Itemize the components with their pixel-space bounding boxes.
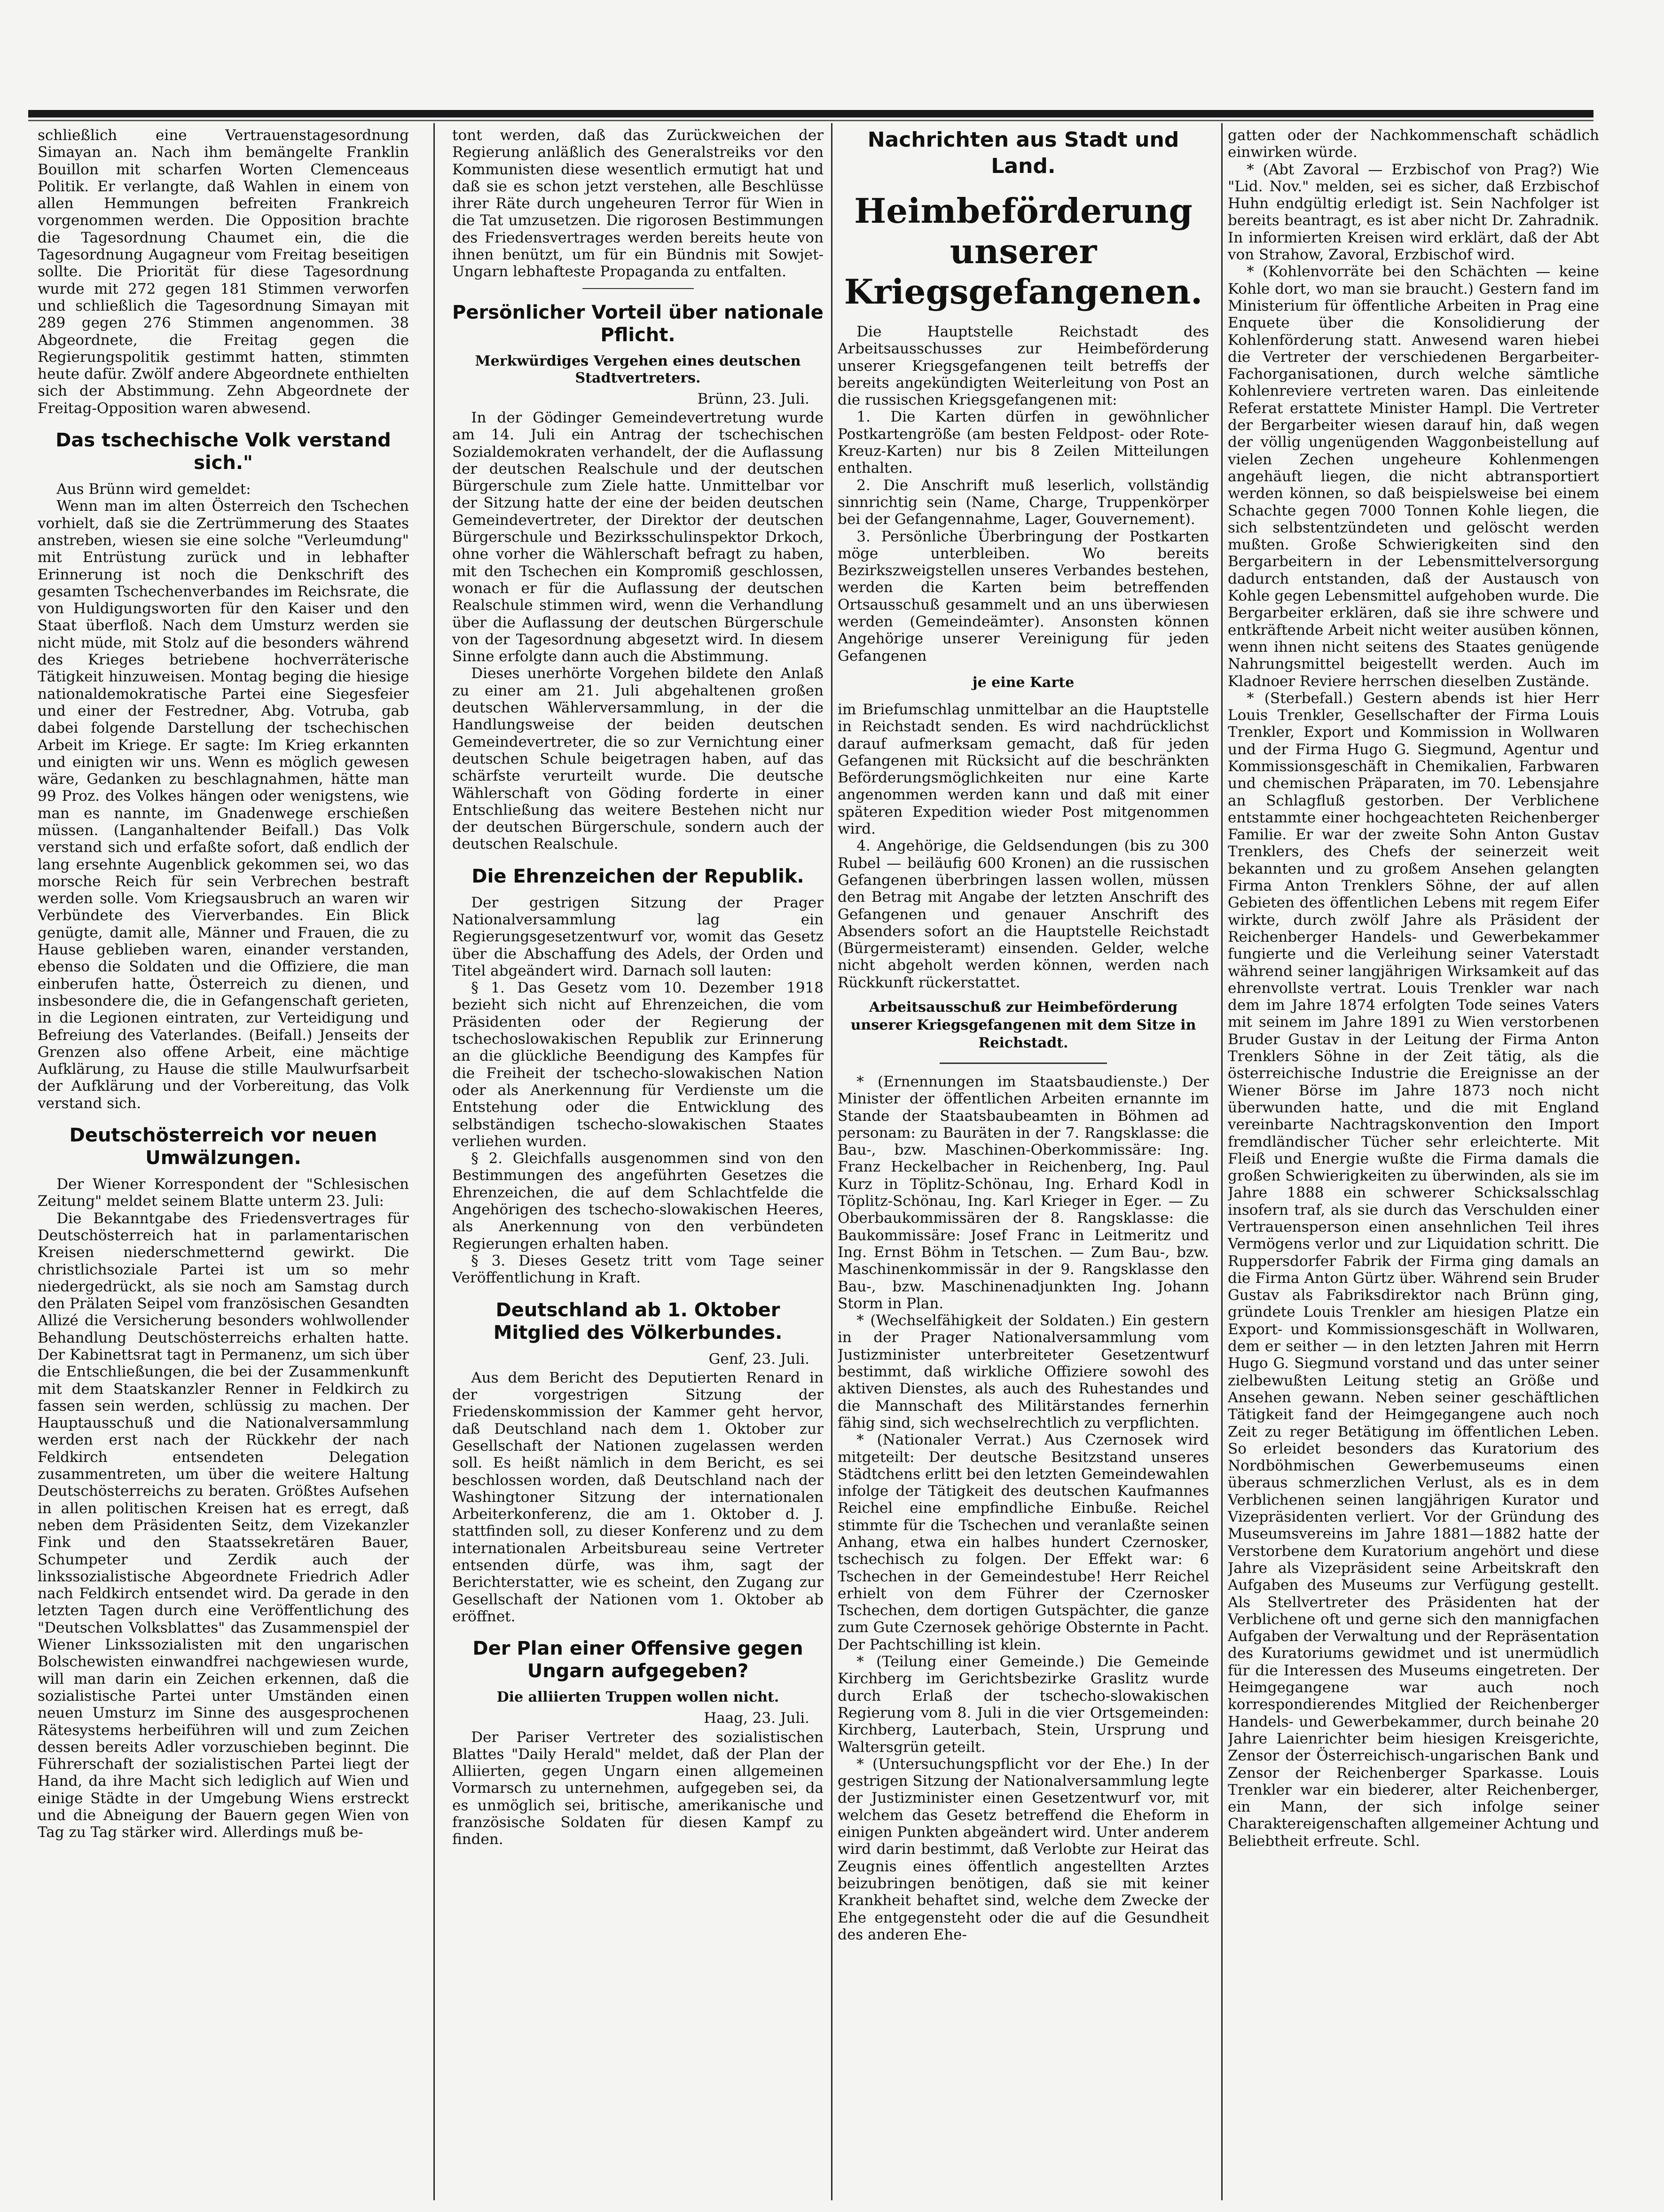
section-heading: Nachrichten aus Stadt und Land. [867,128,1179,178]
column-divider [433,123,435,2200]
paragraph: schließlich eine Vertrauenstagesordnung Simayan an. Nach ihm bemängelte Franklin Bouillon mit scharfen Worten Clemenceaus Politik. Er verlangte, daß Wahlen in einem von allen Hemmungen befreiten Frankreich vorgenommen werden. Die Opposition brachte die Tagesordnung Chaumet ein, die die Tagesordnung Augagneur vom Freitag beseitigen sollte. Die Priorität für diese Tagesordnung wurde mit 272 gegen 181 Stimmen verworfen und schließlich die Tagesordnung Simayan mit 289 gegen 276 Stimmen angenommen. 38 Abgeordnete, die Freitag gegen die Regierungspolitik gestimmt hatten, stimmten heute dafür. Zwölf andere Abgeordnete enthielten sich der Abstimmung. Zehn Abgeordnete der Freitag-Opposition waren abwesend. [38,127,409,417]
paragraph: Der Wiener Korrespondent der "Schlesischen Zeitung" meldet seinem Blatte unterm 23. Juli: [38,1176,409,1210]
column-4 [1228,127,1599,2185]
paragraph: § 1. Das Gesetz vom 10. Dezember 1918 bezieht sich nicht auf Ehrenzeichen, die vom Präsidenten oder der Regierung der tschechoslowakischen Republik zur Erinnerung an die glückliche Beendigung des Kampfes für die Freiheit der tschecho-slowakischen Nation oder als Anerkennung für Verdienste um die Entstehung oder die Entwicklung des selbständigen tschecho-slowakischen Staates verliehen wurden. [452,979,824,1150]
dateline: Brünn, 23. Juli. [697,390,809,407]
headline-heimbefoerderung: Heimbeförderung unserer Kriegsgefangenen. [844,191,1203,312]
top-rule [28,110,1593,117]
news-item: * (Untersuchungspflicht vor der Ehe.) In der gestrigen Sitzung der Nationalversammlung legte der Justizminister einen Gesetzentwurf vor, mit welchem das Gesetz betreffend die Eheform in einigen Punkten abgeändert wird. Unter anderem wird darin bestimmt, daß Verlobte zur Heirat das Zeugnis eines öffentlich angestellten Arztes beizubringen benötigen, daß sie mit keiner Krankheit behaftet sind, welche dem Zwecke der Ehe entgegensteht oder die auf die Gesundheit des anderen Ehe- [838,1755,1209,1943]
paragraph: Die Bekanntgabe des Friedensvertrages für Deutschösterreich hat in parlamentarischen Kreisen niederschmetternd gewirkt. Die christlichsoziale Partei ist um so mehr niedergedrückt, als sie noch am Samstag durch den Prälaten Seipel vom französischen Gesandten Allizé die Versicherung besonders wohlwollender Behandlung Deutschösterreichs erhalten hatte. Der Kabinettsrat tagt in Permanenz, um sich über die Entschließungen, die bei der Zusammenkunft mit dem Staatskanzler Renner in Feldkirch zu fassen sein werden, schlüssig zu machen. Der Hauptausschuß und die Nationalversammlung werden erst nach der Rückkehr der nach Feldkirch entsendeten Delegation zusammentreten, um über die weitere Haltung Deutschösterreichs zu beraten. Größtes Aufsehen in allen politischen Kreisen hat es erregt, daß neben dem Präsidenten Seitz, dem Vizekanzler Fink und den Staatssekretären Bauer, Schumpeter und Zerdik auch der linkssozialistische Abgeordnete Friedrich Adler nach Feldkirch entsendet wird. Da gerade in den letzten Tagen durch eine Veröffentlichung des "Deutschen Volksblattes" das Zusammenspiel der Wiener Linkssozialisten mit den ungarischen Bolschewisten einwandfrei nachgewiesen wurde, will man darin ein Zeichen erkennen, daß die sozialistische Partei unter Umständen einen neuen Umsturz im Sinne des ausgesprochenen Rätesystems herbeiführen will und zum Zeichen dessen bereits Adler vorzuschieben beginnt. Die Führerschaft der sozialistischen Partei liegt der Hand, da ihre Macht sich lediglich auf Wien und einige Städte in der Umgebung Wiens erstreckt und die Abneigung der Bauern gegen Wien von Tag zu Tag stärker wird. Allerdings muß be- [38,1210,409,1841]
news-item: * (Sterbefall.) Gestern abends ist hier Herr Louis Trenkler, Gesellschafter der Firma Louis Trenkler, Export und Kommission in Wollwaren und der Firma Hugo G. Siegmund, Agentur und Kommissionsgeschäft in Chemikalien, Farbwaren und chemischen Präparaten, im 70. Lebensjahre an Schlagfluß gestorben. Der Verblichene entstammte einer hochgeachteten Reichenberger Familie. Er war der zweite Sohn Anton Gustav Trenklers, des Chefs der seinerzeit weit bekannten und zu großem Ansehen gelangten Firma Anton Trenklers Söhne, der auf allen Gebieten des öffentlichen Lebens mit regem Eifer wirkte, durch zwölf Jahre als Präsident der Reichenberger Handels- und Gewerbekammer fungierte und die Verleihung seiner Vaterstadt während seiner langjährigen Wirksamkeit auf das ehrenvollste vertrat. Louis Trenkler war nach dem im Jahre 1874 erfolgten Tode seines Vaters mit seinem im Jahre 1891 zu Wien verstorbenen Bruder Gustav in der Leitung der Firma Anton Trenklers Söhne in der Zeit tätig, als die österreichische Industrie die Ereignisse an der Wiener Börse im Jahre 1873 noch nicht überwunden hatte, und die mit England vereinbarte Nachtragskonvention den Import fremdländischer Tücher sehr erleichterte. Mit Fleiß und Energie wußte die Firma damals die großen Schwierigkeiten zu überwinden, als sie im Jahre 1888 ein schwerer Schicksalsschlag insofern traf, als sie durch das Verschulden einer Vertrauensperson einen ansehnlichen Teil ihres Vermögens verlor und zur Liquidation schritt. Die Ruppersdorfer Fabrik der Firma ging damals an die Firma Anton Gürtz über. Während sein Bruder Gustav als Fabriksdirektor nach Brünn ging, gründete Louis Trenkler am hiesigen Platze ein Export- und Kommissionsgeschäft in Wollwaren, dem er seither — in den letzten Jahren mit Herrn Hugo G. Siegmund vorstand und das unter seiner zielbewußten Leitung stetig an Größe und Ansehen gewann. Neben seiner geschäftlichen Tätigkeit fand der Heimgegangene auch noch Zeit zu reger Betätigung im öffentlichen Leben. So erleidet besonders das Kuratorium des Nordböhmischen Gewerbemuseums einen überaus schmerzlichen Verlust, als es in dem Verblichenen seinen langjährigen Kurator und Vizepräsidenten verliert. Vor der Gründung des Museumsvereins im Jahre 1881—1882 hatte der Verstorbene dem Kuratorium angehört und diese Jahre als Vizepräsident seine Arbeitskraft den Aufgaben des Museums zur Verfügung gestellt. Als Stellvertreter des Präsidenten hat der Verblichene oft und gerne sich den mannigfachen Aufgaben der Verwaltung und der Repräsentation des Kuratoriums gewidmet und ist unermüdlich für die Interessen des Museums eingetreten. Der Heimgegangene war auch noch korrespondierendes Mitglied der Reichenberger Handels- und Gewerbekammer, durch beinahe 20 Jahre Laienrichter beim hiesigen Kreisgerichte, Zensor der Österreichisch-ungarischen Bank und Zensor der Reichenberger Sparkasse. Louis Trenkler war ein biederer, alter Reichenberger, ein Mann, der sich infolge seiner Charaktereigenschaften allgemeiner Achtung und Beliebtheit erfreute. Schl. [1228,689,1599,1850]
paragraph: § 2. Gleichfalls ausgenommen sind von den Bestimmungen des angeführten Gesetzes die Ehrenzeichen, die auf dem Schlachtfelde die Angehörigen des tschecho-slowakischen Heeres, als Anerkennung von den verbündeten Regierungen erhalten haben. [452,1150,824,1252]
column-divider [831,123,832,2200]
paragraph: tont werden, daß das Zurückweichen der Regierung anläßlich des Generalstreiks vor den Kommunisten diese wesentlich ermutigt hat und daß sie es schon jetzt verstehen, alle Beschlüsse ihrer Räte durch ungeheuren Terror für Wien in die Tat umzusetzen. Die rigorosen Bestimmungen des Friedensvertrages werden bereits heute von ihnen benützt, um für ein Bündnis mit Sowjet-Ungarn lebhafteste Propaganda zu entfalten. [452,127,824,281]
paragraph: Dieses unerhörte Vorgehen bildete den Anlaß zu einer am 21. Juli abgehaltenen großen deutschen Wählerversammlung, in der die Handlungsweise der beiden deutschen Gemeindevertreter, die so zur Vernichtung einer deutschen Schule beigetragen haben, auf das schärfste verurteilt wurde. Die deutsche Wählerschaft von Göding forderte in einer Entschließung das weitere Bestehen nicht nur der deutschen Bürgerschule, sondern auch der deutschen Realschule. [452,665,824,853]
headline-ehrenzeichen: Die Ehrenzeichen der Republik. [471,865,804,887]
paragraph: Aus dem Bericht des Deputierten Renard in der vorgestrigen Sitzung der Friedenskommission der Kammer geht hervor, daß Deutschland nach dem 1. Oktober zur Gesellschaft der Nationen zugelassen werden soll. Es heißt nämlich in dem Bericht, es sei beschlossen worden, daß Deutschland nach der Washingtoner Sitzung der internationalen Arbeiterkonferenz, die am 1. Oktober d. J. stattfinden soll, zu dieser Konferenz und zu dem internationalen Arbeitsbureau seine Vertreter entsenden dürfe, was ihm, sagt der Berichterstatter, wie es scheint, den Zugang zur Gesellschaft der Nationen vom 1. Oktober ab eröffnet. [452,1369,824,1625]
news-item: * (Wechselfähigkeit der Soldaten.) Ein gestern in der Prager Nationalversammlung vom Justizminister unterbreiteter Gesetzentwurf bestimmt, daß wirkliche Offiziere sowohl des aktiven Dienstes, als auch des Ruhestandes und die Mannschaft des Militärstandes fernerhin fähig sind, sich wechselrechtlich zu verpflichten. [838,1312,1209,1431]
news-item: * (Teilung einer Gemeinde.) Die Gemeinde Kirchberg im Gerichtsbezirke Graslitz wurde durch Erlaß der tschecho-slowakischen Regierung vom 8. Juli in die vier Ortsgemeinden: Kirchberg, Lauterbach, Stein, Ursprung und Waltersgrün geteilt. [838,1653,1209,1756]
headline-deutschland-voelkerbund: Deutschland ab 1. Oktober Mitglied des Völkerbundes. [493,1299,783,1344]
news-item: * (Abt Zavoral — Erzbischof von Prag?) Wie "Lid. Nov." melden, sei es sicher, daß Erzbischof Huhn endgültig erledigt ist. Sein Nachfolger ist bereits beantragt, es ist aber nicht Dr. Zahradnik. In informierten Kreisen wird erklärt, daß der Abt von Strahow, Zavoral, Erzbischof wird. [1228,161,1599,264]
news-item: * (Kohlenvorräte bei den Schächten — keine Kohle dort, wo man sie braucht.) Gestern fand im Ministerium für öffentliche Arbeiten in Prag eine Enquete über die Konsolidierung der Kohlenförderung statt. Anwesend waren hiebei die Vertreter der verschiedenen Bergarbeiter-Fachorganisationen, durch welche sämtliche Kohlenreviere vertreten waren. Das einleitende Referat erstattete Minister Hampl. Die Vertreter der Bergarbeiter wiesen darauf hin, daß wegen der völlig ungenügenden Waggonbeistellung auf vielen Zechen ungeheure Kohlenmengen angehäuft liegen, die nicht abtransportiert werden können, so daß beispielsweise bei einem Schachte gegen 7000 Tonnen Kohle liegen, die sich selbstentzündeten und gelöscht werden mußten. Große Schwierigkeiten sind den Bergarbeitern in der Lebensmittelversorgung dadurch entstanden, daß der Austausch von Kohle gegen Lebensmittel aufgehoben wurde. Die Bergarbeiter erklären, daß sie ihre schwere und entkräftende Arbeit nicht weiter ausüben können, wenn ihnen nicht seitens des Staates genügende Nahrungsmittel beigestellt werden. Auch im Kladnoer Reviere herrschen dieselben Zustände. [1228,263,1599,690]
paragraph: im Briefumschlag unmittelbar an die Hauptstelle in Reichstadt senden. Es wird nachdrücklichst darauf aufmerksam gemacht, daß für jeden Gefangenen mit Rücksicht auf die beschränkten Beförderungsmöglichkeiten nur eine Karte angenommen werden kann und daß mit einer späteren Expedition wieder Post mitgenommen wird. [838,701,1209,838]
paragraph: 3. Persönliche Überbringung der Postkarten möge unterbleiben. Wo bereits Bezirkszweigstellen unseres Verbandes bestehen, werden die Karten beim betreffenden Ortsausschuß gesammelt und an uns überwiesen werden (Gemeindeämter). Ansonsten können Angehörige unserer Vereinigung für jeden Gefangenen [838,528,1209,664]
column-1 [38,127,409,2185]
subheadline: Die alliierten Truppen wollen nicht. [496,1689,779,1706]
paragraph: Der Pariser Vertreter des sozialistischen Blattes "Daily Herald" meldet, daß der Plan der Alliierten, gegen Ungarn einen allgemeinen Vormarsch zu unternehmen, aufgegeben sei, da es unmöglich sei, britische, amerikanische und französische Soldaten für diesen Kampf zu finden. [452,1728,824,1848]
paragraph: 2. Die Anschrift muß leserlich, vollständig sinnrichtig sein (Name, Charge, Truppenkörper bei der Gefangennahme, Lager, Gouvernement). [838,477,1209,528]
column-3 [838,127,1209,2185]
top-rule-thin [28,120,1593,121]
paragraph: gatten oder der Nachkommenschaft schädlich einwirken würde. [1228,127,1599,161]
news-item: * (Nationaler Verrat.) Aus Czernosek wird mitgeteilt: Der deutsche Besitzstand unseres Städtchens erlitt bei den letzten Gemeindewahlen infolge der Tätigkeit des deutschen Kaufmannes Reichel eine empfindliche Einbuße. Reichel stimmte für die Tschechen und veranlaßte seinen Anhang, etwa ein halbes hundert Czernosker, tschechisch zu folgen. Der Effekt war: 6 Tschechen in der Gemeindestube! Herr Reichel erhielt von dem Führer der Czernosker Tschechen, dem dortigen Gutspächter, die ganze zum Gute Czernosek gehörige Obsternte in Pacht. Der Pachtschilling ist klein. [838,1431,1209,1653]
signature-block: Arbeitsausschuß zur Heimbeförderung unserer Kriegsgefangenen mit dem Sitze in Reichstadt. [850,999,1196,1051]
dateline: Genf, 23. Juli. [708,1350,809,1368]
paragraph: § 3. Dieses Gesetz tritt vom Tage seiner Veröffentlichung in Kraft. [452,1252,824,1287]
emphasis-line: je eine Karte [972,674,1075,691]
paragraph: Der gestrigen Sitzung der Prager Nationalversammlung lag ein Regierungsgesetzentwurf vor, womit das Gesetz über die Abschaffung des Adels, der Orden und Titel abgeändert wird. Darnach soll lauten: [452,894,824,979]
headline-vorteil: Persönlicher Vorteil über nationale Pflicht. [452,301,824,346]
paragraph: Wenn man im alten Österreich den Tschechen vorhielt, daß sie die Zertrümmerung des Staates anstreben, wiesen sie eine solche "Verleumdung" mit Entrüstung zurück und in lebhafter Erinnerung ist noch die Denkschrift des gesamten Tschechenverbandes im Reichsrate, die von Huldigungsworten für den Kaiser und den Staat überfloß. Nach dem Umsturz werden sie nicht müde, mit Stolz auf die besonders während des Krieges betriebene hochverräterische Tätigkeit hinzuweisen. Montag beging die hiesige nationaldemokratische Partei eine Siegesfeier und einer der Festredner, Abg. Votruba, gab dabei folgende Darstellung der tschechischen Arbeit im Kriege. Er sagte: Im Krieg erkannten und einigten wir uns. Wenn es möglich gewesen wäre, Gedanken zu beschlagnahmen, hätte man 99 Proz. des Volkes hängen oder wenigstens, wie man es nannte, im Gnadenwege erschießen müssen. (Langanhaltender Beifall.) Das Volk verstand sich und erfaßte sofort, daß endlich der lang ersehnte Augenblick gekommen sei, wo das morsche Reich für sein Verbrechen bestraft werden solle. Vom Kriegsausbruch an waren wir Verbündete des Vierverbandes. Ein Blick genügte, damit alle, Männer und Frauen, die zu Hause geblieben waren, einander verstanden, ebenso die Soldaten und die Offiziere, die man einberufen hatte, Österreich zu dienen, und insbesondere die, die in Gefangenschaft gerieten, in die Legionen eintraten, zur Verteidigung und Befreiung des Vaterlandes. (Beifall.) Jenseits der Grenzen also offene Arbeit, eine mächtige Aufklärung, zu Hause die stille Maulwurfsarbeit der Aufklärung und der Vorbereitung, das Volk verstand sich. [38,498,409,1112]
paragraph: 1. Die Karten dürfen in gewöhnlicher Postkartengröße (am besten Feldpost- oder Rote-Kreuz-Karten) nur bis 8 Zeilen Mitteilungen enthalten. [838,408,1209,477]
paragraph: 4. Angehörige, die Geldsendungen (bis zu 300 Rubel — beiläufig 600 Kronen) an die russischen Gefangenen überbringen lassen wollen, müssen den Betrag mit Angabe der letzten Anschrift des Gefangenen und genauer Anschrift des Absenders sofort an die Hauptstelle Reichstadt (Bürgermeisteramt) einsenden. Gelder, welche nicht abgeholt werden können, werden nach Rückkunft rückerstattet. [838,837,1209,991]
news-item: * (Ernennungen im Staatsbaudienste.) Der Minister der öffentlichen Arbeiten ernannte im Stande der Staatsbaubeamten in Böhmen ad personam: zu Bauräten in der 7. Rangsklasse: die Bau-, bzw. Maschinen-Oberkommissäre: Ing. Franz Heckelbacher in Reichenberg, Ing. Paul Kurz in Töplitz-Schönau, Ing. Erhard Kodl in Töplitz-Schönau, Ing. Karl Krieger in Eger. — Zu Oberbaukommissären der 8. Rangsklasse: die Baukommissäre: Josef Franc in Leitmeritz und Ing. Ernst Böhm in Tetschen. — Zum Bau-, bzw. Maschinenkommissär in der 9. Rangsklasse den Bau-, bzw. Maschinenadjunkten Ing. Johann Storm in Plan. [838,1073,1209,1312]
column-divider [1221,123,1223,2200]
subheadline: Merkwürdiges Vergehen eines deutschen Stadtvertreters. [475,352,801,386]
column-2 [452,127,824,2185]
separator [582,288,694,289]
separator [940,1063,1107,1064]
headline-offensive-ungarn: Der Plan einer Offensive gegen Ungarn aufgegeben? [472,1638,803,1682]
headline-volk: Das tschechische Volk verstand sich." [55,430,391,474]
headline-deutschoesterreich: Deutschösterreich vor neuen Umwälzungen. [69,1125,377,1169]
dateline: Haag, 23. Juli. [704,1710,809,1727]
paragraph: Die Hauptstelle Reichstadt des Arbeitsausschusses zur Heimbeförderung unserer Kriegsgefangenen teilt betreffs der bereits angekündigten Weiterleitung von Post an die russischen Kriegsgefangenen mit: [838,323,1209,409]
paragraph: In der Gödinger Gemeindevertretung wurde am 14. Juli ein Antrag der tschechischen Sozialdemokraten verhandelt, der die Auflassung der deutschen Realschule und der deutschen Bürgerschule zum Ziele hatte. Unmittelbar vor der Sitzung hatte der eine der beiden deutschen Gemeindevertreter, der Direktor der deutschen Bürgerschule und Bezirksschulinspektor Drkoch, ohne vorher die Wählerschaft befragt zu haben, mit den Tschechen ein Kompromiß geschlossen, wonach er für die Auflassung der deutschen Realschule stimmen wird, wenn die Verhandlung über die Auflassung der deutschen Bürgerschule von der Tagesordnung abgesetzt wird. In diesem Sinne erfolgte dann auch die Abstimmung. [452,409,824,665]
paragraph: Aus Brünn wird gemeldet: [56,481,251,498]
